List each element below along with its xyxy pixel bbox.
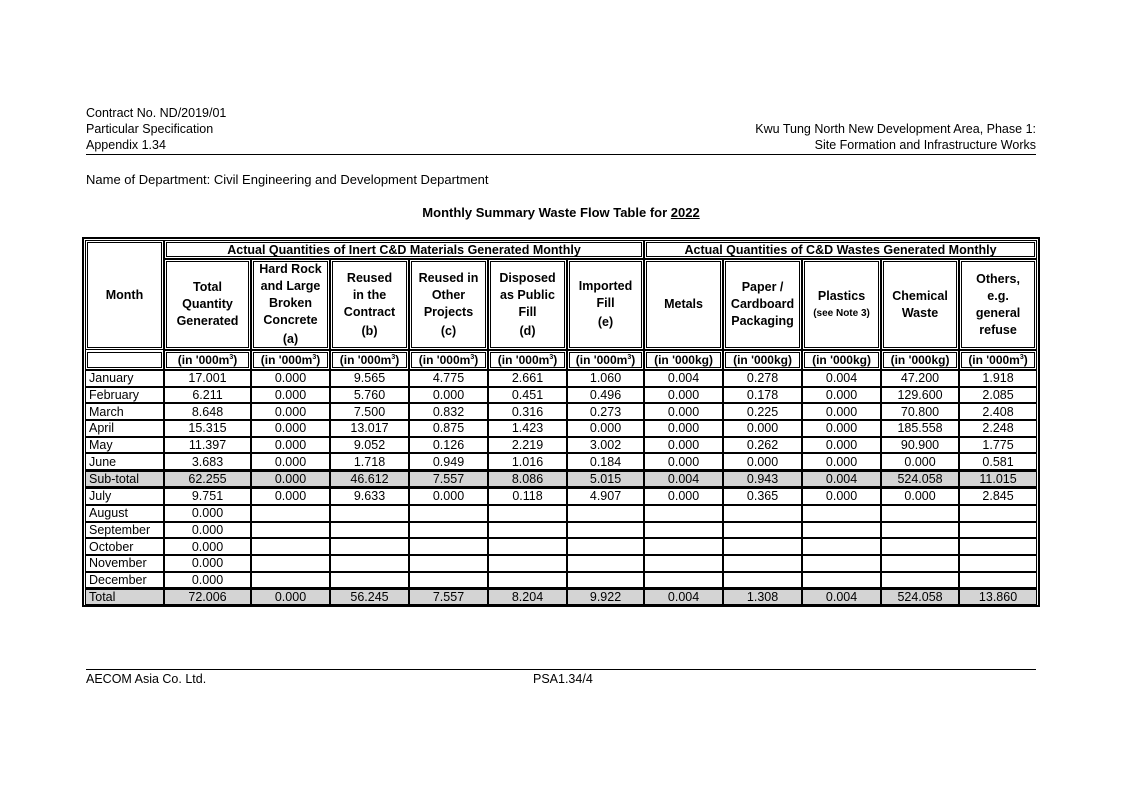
appendix-label: Appendix 1.34 [86, 138, 166, 152]
table-row [85, 522, 1037, 539]
value-cell: 1.423 [488, 420, 567, 437]
unit-cell-8 [802, 350, 881, 370]
column-header-9 [881, 259, 959, 350]
value-cell: 0.000 [251, 403, 330, 420]
value-cell [567, 522, 644, 539]
value-cell: 0.365 [723, 488, 802, 505]
value-cell [488, 572, 567, 589]
value-cell [330, 572, 409, 589]
footer-company: AECOM Asia Co. Ltd. [86, 672, 207, 686]
value-cell: 1.016 [488, 453, 567, 470]
column-header-5 [567, 259, 644, 350]
column-header-line: Fill [518, 304, 537, 319]
column-headers-row [85, 259, 1037, 350]
value-cell: 0.496 [567, 387, 644, 404]
value-cell: 9.922 [567, 588, 644, 605]
footer-divider [86, 669, 1036, 670]
value-cell [251, 572, 330, 589]
value-cell: 2.408 [959, 403, 1037, 420]
column-header-3 [409, 259, 488, 350]
value-cell: 0.000 [644, 420, 723, 437]
value-cell: 0.000 [802, 437, 881, 454]
value-cell: 46.612 [330, 470, 409, 488]
value-cell [723, 505, 802, 522]
value-cell: 11.397 [164, 437, 251, 454]
table-row [85, 420, 1037, 437]
total-row [85, 588, 1037, 605]
value-cell: 0.126 [409, 437, 488, 454]
column-header-0 [164, 259, 251, 350]
value-cell: 2.248 [959, 420, 1037, 437]
value-cell [959, 572, 1037, 589]
unit-cell-9 [881, 350, 959, 370]
unit-superscript: 3 [229, 354, 234, 361]
value-cell: 0.943 [723, 470, 802, 488]
value-cell [959, 522, 1037, 539]
value-cell: 0.000 [251, 420, 330, 437]
value-cell: 0.000 [251, 370, 330, 387]
value-cell: 62.255 [164, 470, 251, 488]
value-cell [802, 505, 881, 522]
value-cell: 6.211 [164, 387, 251, 404]
waste-flow-table-frame [82, 237, 1040, 607]
table-row [85, 488, 1037, 505]
month-cell: November [85, 555, 164, 572]
value-cell: 0.000 [881, 488, 959, 505]
value-cell: 0.000 [644, 437, 723, 454]
value-cell: 15.315 [164, 420, 251, 437]
value-cell: 0.262 [723, 437, 802, 454]
value-cell [567, 505, 644, 522]
value-cell: 0.000 [164, 555, 251, 572]
column-header-line: Fill [596, 296, 615, 310]
column-header-line: Other [431, 287, 466, 302]
value-cell: 0.004 [644, 470, 723, 488]
table-row [85, 572, 1037, 589]
spec-label: Particular Specification [86, 122, 214, 136]
value-cell: 7.557 [409, 588, 488, 605]
unit-text: (in '000m [418, 353, 471, 367]
column-header-line: Others, [976, 271, 1020, 286]
value-cell [409, 522, 488, 539]
value-cell [802, 572, 881, 589]
unit-close: ) [474, 353, 479, 367]
value-cell: 70.800 [881, 403, 959, 420]
column-header-4 [488, 259, 567, 350]
value-cell: 0.225 [723, 403, 802, 420]
value-cell: 1.918 [959, 370, 1037, 387]
value-cell [723, 572, 802, 589]
value-cell [488, 522, 567, 539]
value-cell: 2.219 [488, 437, 567, 454]
value-cell [488, 538, 567, 555]
unit-text: (in '000kg) [812, 353, 871, 367]
value-cell: 0.000 [644, 453, 723, 470]
column-header-line: Plastics [817, 288, 866, 303]
value-cell: 0.000 [251, 470, 330, 488]
unit-text: (in '000kg) [890, 353, 950, 367]
table-row [85, 437, 1037, 454]
header-divider [86, 154, 1036, 155]
value-cell [959, 538, 1037, 555]
value-cell [488, 505, 567, 522]
unit-cell-4 [488, 350, 567, 370]
value-cell [881, 538, 959, 555]
value-cell [251, 538, 330, 555]
value-cell [881, 572, 959, 589]
value-cell: 11.015 [959, 470, 1037, 488]
value-cell: 0.184 [567, 453, 644, 470]
unit-text: (in '000m [339, 353, 392, 367]
value-cell: 9.751 [164, 488, 251, 505]
value-cell: 0.316 [488, 403, 567, 420]
value-cell: 0.000 [409, 488, 488, 505]
month-cell: Total [85, 588, 164, 605]
value-cell: 0.451 [488, 387, 567, 404]
value-cell: 0.004 [802, 370, 881, 387]
value-cell [409, 505, 488, 522]
value-cell: 2.085 [959, 387, 1037, 404]
value-cell: 0.278 [723, 370, 802, 387]
value-cell [644, 572, 723, 589]
month-cell: January [85, 370, 164, 387]
column-header-line: refuse [979, 322, 1017, 337]
value-cell: 17.001 [164, 370, 251, 387]
column-header-line: as Public [500, 287, 555, 302]
unit-cell-7 [723, 350, 802, 370]
month-cell: February [85, 387, 164, 404]
unit-cell-5 [567, 350, 644, 370]
month-cell: September [85, 522, 164, 539]
value-cell: 0.273 [567, 403, 644, 420]
column-header-tag: (b) [361, 323, 378, 338]
value-cell: 0.000 [644, 403, 723, 420]
value-cell: 0.178 [723, 387, 802, 404]
value-cell: 0.000 [251, 588, 330, 605]
unit-superscript: 3 [549, 354, 554, 361]
unit-text: (in '000m [177, 353, 230, 367]
column-header-10 [959, 259, 1037, 350]
value-cell [723, 538, 802, 555]
value-cell: 9.052 [330, 437, 409, 454]
value-cell: 0.000 [409, 387, 488, 404]
footer-page-number: PSA1.34/4 [533, 672, 593, 686]
units-row [85, 350, 1037, 370]
value-cell [330, 555, 409, 572]
project-title-line1: Kwu Tung North New Development Area, Phase 1: [755, 122, 1036, 136]
column-header-tag: (e) [597, 315, 614, 329]
unit-superscript: 3 [470, 354, 475, 361]
unit-cell-1 [251, 350, 330, 370]
value-cell: 0.000 [802, 420, 881, 437]
value-cell [802, 538, 881, 555]
value-cell: 13.860 [959, 588, 1037, 605]
table-row [85, 453, 1037, 470]
value-cell: 0.000 [881, 453, 959, 470]
value-cell [409, 538, 488, 555]
value-cell: 0.000 [802, 403, 881, 420]
value-cell: 13.017 [330, 420, 409, 437]
value-cell: 0.000 [164, 572, 251, 589]
month-cell: March [85, 403, 164, 420]
month-cell: April [85, 420, 164, 437]
unit-superscript: 3 [391, 354, 396, 361]
column-header-line: Generated [176, 314, 239, 328]
column-header-2 [330, 259, 409, 350]
value-cell: 0.000 [723, 453, 802, 470]
value-cell [802, 522, 881, 539]
subtotal-row [85, 470, 1037, 488]
value-cell [881, 555, 959, 572]
value-cell: 1.060 [567, 370, 644, 387]
value-cell: 524.058 [881, 470, 959, 488]
column-header-line: general [975, 305, 1021, 320]
value-cell: 0.000 [251, 387, 330, 404]
value-cell: 0.000 [644, 488, 723, 505]
value-cell: 0.000 [802, 387, 881, 404]
column-header-line: Waste [901, 305, 939, 320]
unit-cell-10 [959, 350, 1037, 370]
value-cell: 0.000 [251, 453, 330, 470]
month-cell: October [85, 538, 164, 555]
value-cell: 4.775 [409, 370, 488, 387]
value-cell: 0.000 [802, 488, 881, 505]
column-header-line: Concrete [263, 313, 318, 327]
value-cell [567, 555, 644, 572]
value-cell [330, 538, 409, 555]
column-header-line: Broken [268, 296, 313, 310]
unit-text: (in '000m [575, 353, 628, 367]
unit-cell-6 [644, 350, 723, 370]
column-header-tag: (c) [440, 323, 457, 338]
column-header-line: Disposed [499, 270, 556, 285]
column-header-line: Paper / [741, 280, 784, 294]
month-cell: May [85, 437, 164, 454]
unit-close: ) [316, 353, 321, 367]
value-cell: 47.200 [881, 370, 959, 387]
value-cell: 0.004 [644, 370, 723, 387]
value-cell [959, 555, 1037, 572]
value-cell [802, 555, 881, 572]
value-cell: 9.565 [330, 370, 409, 387]
column-header-line: Reused in [418, 270, 479, 285]
value-cell: 129.600 [881, 387, 959, 404]
column-header-line: and Large [260, 279, 321, 293]
value-cell: 0.875 [409, 420, 488, 437]
unit-cell-0 [164, 350, 251, 370]
column-header-line: Hard Rock [259, 262, 322, 276]
value-cell: 0.004 [802, 588, 881, 605]
table-row [85, 387, 1037, 404]
value-cell: 3.002 [567, 437, 644, 454]
column-header-7 [723, 259, 802, 350]
value-cell [644, 505, 723, 522]
value-cell [251, 505, 330, 522]
column-header-line: Projects [423, 304, 474, 319]
value-cell: 1.718 [330, 453, 409, 470]
value-cell: 2.661 [488, 370, 567, 387]
value-cell: 0.000 [723, 420, 802, 437]
inert-materials-group-header: Actual Quantities of Inert C&D Materials Generated Monthly [164, 240, 644, 259]
value-cell: 0.000 [644, 387, 723, 404]
unit-superscript: 3 [312, 354, 317, 361]
value-cell: 0.000 [164, 538, 251, 555]
value-cell [409, 555, 488, 572]
value-cell: 0.118 [488, 488, 567, 505]
value-cell: 72.006 [164, 588, 251, 605]
value-cell: 3.683 [164, 453, 251, 470]
unit-text: (in '000kg) [654, 353, 713, 367]
value-cell: 4.907 [567, 488, 644, 505]
column-header-line: Reused [346, 270, 393, 285]
value-cell [959, 505, 1037, 522]
value-cell: 5.015 [567, 470, 644, 488]
table-row [85, 403, 1037, 420]
value-cell: 8.086 [488, 470, 567, 488]
value-cell: 524.058 [881, 588, 959, 605]
value-cell [330, 522, 409, 539]
value-cell: 185.558 [881, 420, 959, 437]
table-row [85, 505, 1037, 522]
value-cell: 0.000 [251, 437, 330, 454]
value-cell: 0.004 [644, 588, 723, 605]
value-cell: 0.000 [802, 453, 881, 470]
month-cell: August [85, 505, 164, 522]
value-cell: 90.900 [881, 437, 959, 454]
table-title-year: 2022 [670, 205, 700, 220]
value-cell: 0.004 [802, 470, 881, 488]
column-header-line: Imported [578, 279, 633, 293]
value-cell [881, 505, 959, 522]
unit-text: (in '000m [968, 353, 1020, 367]
value-cell: 7.500 [330, 403, 409, 420]
value-cell: 0.000 [567, 420, 644, 437]
unit-month-spacer [85, 350, 164, 370]
value-cell: 56.245 [330, 588, 409, 605]
unit-close: ) [233, 353, 238, 367]
column-header-8 [802, 259, 881, 350]
column-header-6 [644, 259, 723, 350]
column-header-tag: (a) [282, 332, 299, 346]
column-header-line: Packaging [731, 314, 794, 328]
column-header-line: Cardboard [730, 297, 795, 311]
value-cell: 2.845 [959, 488, 1037, 505]
waste-flow-table [85, 240, 1037, 605]
value-cell: 8.204 [488, 588, 567, 605]
unit-close: ) [631, 353, 636, 367]
table-title-text: Monthly Summary Waste Flow Table for [422, 205, 671, 220]
value-cell [644, 522, 723, 539]
unit-superscript: 3 [1019, 354, 1024, 361]
value-cell [567, 538, 644, 555]
value-cell [881, 522, 959, 539]
column-header-note: (see Note 3) [813, 307, 870, 319]
value-cell: 1.308 [723, 588, 802, 605]
cd-wastes-group-header: Actual Quantities of C&D Wastes Generated Monthly [644, 240, 1037, 259]
value-cell [723, 555, 802, 572]
unit-close: ) [395, 353, 400, 367]
unit-text: (in '000m [260, 353, 313, 367]
value-cell [409, 572, 488, 589]
value-cell [330, 505, 409, 522]
value-cell [251, 522, 330, 539]
table-row [85, 538, 1037, 555]
value-cell: 9.633 [330, 488, 409, 505]
column-header-line: Contract [343, 304, 396, 319]
table-body [85, 370, 1037, 605]
unit-cell-3 [409, 350, 488, 370]
unit-text: (in '000m [497, 353, 550, 367]
value-cell: 0.832 [409, 403, 488, 420]
department-name: Name of Department: Civil Engineering and Development Department [86, 172, 489, 187]
value-cell: 0.000 [164, 505, 251, 522]
table-title [86, 205, 1036, 220]
value-cell [644, 538, 723, 555]
table-row [85, 555, 1037, 572]
month-cell: December [85, 572, 164, 589]
value-cell: 7.557 [409, 470, 488, 488]
column-header-line: Metals [664, 297, 703, 311]
month-cell: June [85, 453, 164, 470]
unit-text: (in '000kg) [733, 353, 792, 367]
value-cell: 0.581 [959, 453, 1037, 470]
month-cell: Sub-total [85, 470, 164, 488]
column-header-line: in the [352, 287, 387, 302]
value-cell: 8.648 [164, 403, 251, 420]
value-cell [723, 522, 802, 539]
value-cell [644, 555, 723, 572]
contract-number: Contract No. ND/2019/01 [86, 106, 227, 120]
column-header-line: e.g. [987, 288, 1009, 303]
project-title-line2: Site Formation and Infrastructure Works [814, 138, 1036, 152]
value-cell: 0.000 [164, 522, 251, 539]
unit-close: ) [1023, 353, 1028, 367]
unit-cell-2 [330, 350, 409, 370]
value-cell [488, 555, 567, 572]
document-header [86, 105, 1036, 153]
value-cell: 1.775 [959, 437, 1037, 454]
column-header-1 [251, 259, 330, 350]
value-cell: 5.760 [330, 387, 409, 404]
value-cell [251, 555, 330, 572]
unit-superscript: 3 [627, 354, 632, 361]
value-cell: 0.949 [409, 453, 488, 470]
column-header-line: Total [193, 280, 222, 294]
unit-close: ) [553, 353, 558, 367]
month-cell: July [85, 488, 164, 505]
column-header-tag: (d) [519, 323, 536, 338]
table-row [85, 370, 1037, 387]
value-cell [567, 572, 644, 589]
column-header-line: Quantity [182, 297, 233, 311]
column-header-line: Chemical [892, 288, 948, 303]
value-cell: 0.000 [251, 488, 330, 505]
month-column-header: Month [85, 240, 164, 350]
